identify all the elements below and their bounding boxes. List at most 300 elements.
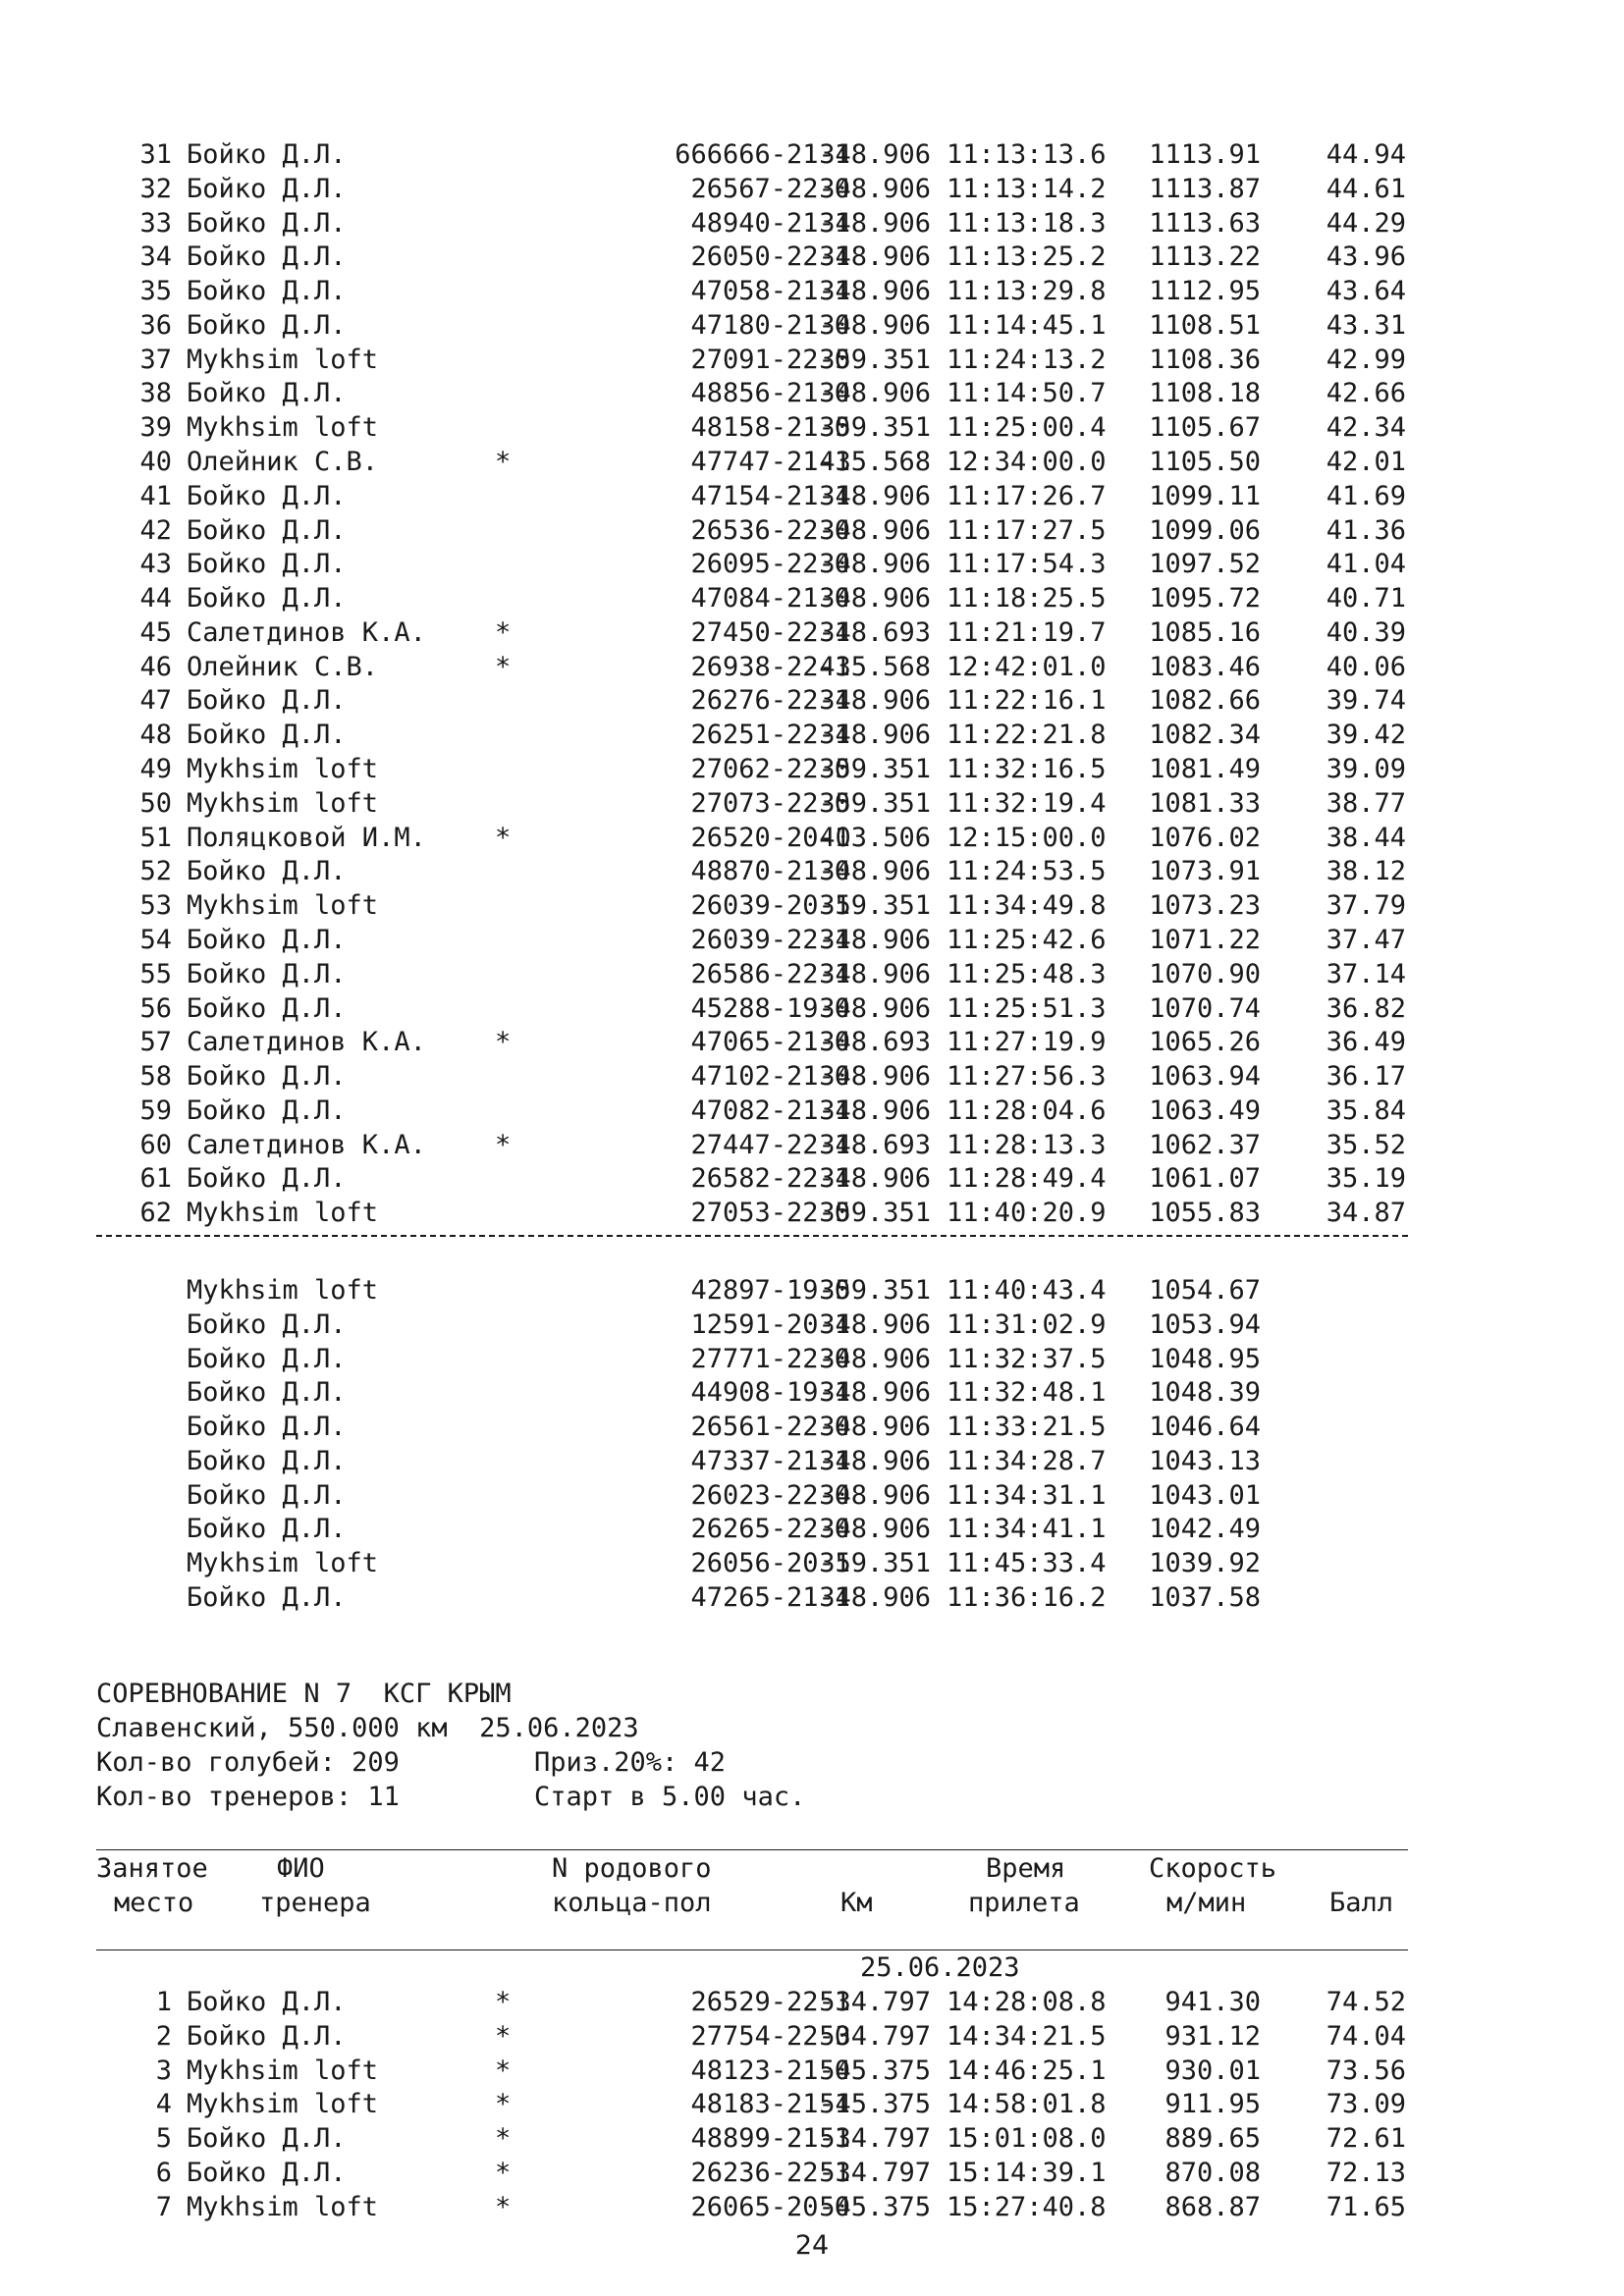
place-cell: 49	[139, 754, 172, 785]
speed-cell: 1046.64	[1149, 1412, 1261, 1443]
speed-cell: 1048.95	[1149, 1343, 1261, 1374]
trainer-cell: Mykhsim loft	[187, 1198, 379, 1229]
km-cell: 348.906	[819, 276, 931, 307]
score-cell: 39.42	[1326, 720, 1406, 751]
ring-cell: 27091-22-0	[690, 344, 850, 375]
speed-cell: 1113.91	[1149, 139, 1261, 170]
ring-cell: 47065-21-0	[690, 1027, 850, 1058]
time-cell: 11:33:21.5	[947, 1412, 1107, 1443]
place-cell: 40	[139, 447, 172, 478]
place-cell: 59	[139, 1095, 172, 1126]
score-cell: 40.71	[1326, 583, 1406, 614]
trainer-cell: Mykhsim loft	[187, 1548, 379, 1579]
km-cell: 348.906	[819, 1095, 931, 1126]
time-cell: 15:01:08.0	[947, 2123, 1107, 2155]
ring-cell: 26276-22-1	[690, 685, 850, 717]
time-cell: 11:13:13.6	[947, 139, 1107, 170]
time-cell: 15:27:40.8	[947, 2191, 1107, 2222]
place-cell: 39	[139, 412, 172, 444]
time-cell: 11:27:56.3	[947, 1061, 1107, 1093]
score-cell: 73.56	[1326, 2055, 1406, 2086]
score-cell: 41.36	[1326, 514, 1406, 546]
trainer-cell: Бойко Д.Л.	[187, 2157, 347, 2188]
km-cell: 348.693	[819, 1027, 931, 1058]
time-cell: 14:58:01.8	[947, 2089, 1107, 2120]
km-cell: 348.906	[819, 685, 931, 717]
trainer-cell: Бойко Д.Л.	[187, 207, 347, 239]
trainer-cell: Бойко Д.Л.	[187, 1582, 347, 1614]
trainer-cell: Mykhsim loft	[187, 890, 379, 922]
place-cell: 57	[139, 1027, 172, 1058]
place-cell: 34	[139, 241, 172, 273]
km-cell: 359.351	[819, 754, 931, 785]
ring-cell: 27073-22-0	[690, 787, 850, 819]
speed-cell: 931.12	[1164, 2020, 1261, 2052]
speed-cell: 1108.18	[1149, 378, 1261, 409]
time-cell: 11:14:50.7	[947, 378, 1107, 409]
time-cell: 11:28:13.3	[947, 1129, 1107, 1160]
trainer-cell: Mykhsim loft	[187, 2191, 379, 2222]
place-cell: 42	[139, 514, 172, 546]
ring-cell: 26582-22-1	[690, 1163, 850, 1195]
place-cell: 53	[139, 890, 172, 922]
score-cell: 36.49	[1326, 1027, 1406, 1058]
place-cell: 2	[155, 2020, 172, 2052]
time-cell: 11:25:42.6	[947, 924, 1107, 955]
competition-location: Славенский, 550.000 км 25.06.2023	[96, 1713, 639, 1743]
speed-cell: 1037.58	[1149, 1582, 1261, 1614]
ring-cell: 48123-21-0	[690, 2055, 850, 2086]
header-fio-1: ФИО	[277, 1853, 325, 1884]
place-cell: 31	[139, 139, 172, 170]
km-cell: 348.906	[819, 139, 931, 170]
speed-cell: 1070.90	[1149, 958, 1261, 989]
place-cell: 52	[139, 856, 172, 887]
place-cell: 51	[139, 822, 172, 853]
ring-cell: 666666-21-1	[675, 139, 850, 170]
speed-cell: 1108.36	[1149, 344, 1261, 375]
trainer-cell: Бойко Д.Л.	[187, 583, 347, 614]
score-cell: 38.44	[1326, 822, 1406, 853]
score-cell: 40.06	[1326, 651, 1406, 682]
trainer-cell: Бойко Д.Л.	[187, 241, 347, 273]
ring-cell: 48158-21-0	[690, 412, 850, 444]
ring-cell: 26095-22-0	[690, 549, 850, 580]
km-cell: 545.375	[819, 2055, 931, 2086]
time-cell: 15:14:39.1	[947, 2157, 1107, 2188]
time-cell: 11:22:16.1	[947, 685, 1107, 717]
trainer-cell: Бойко Д.Л.	[187, 378, 347, 409]
score-cell: 37.14	[1326, 958, 1406, 989]
time-cell: 11:40:43.4	[947, 1275, 1107, 1306]
time-cell: 11:17:26.7	[947, 480, 1107, 511]
header-time-2: прилета	[968, 1888, 1080, 1918]
time-cell: 11:24:13.2	[947, 344, 1107, 375]
ring-cell: 26561-22-0	[690, 1412, 850, 1443]
score-cell: 35.84	[1326, 1095, 1406, 1126]
place-cell: 32	[139, 173, 172, 204]
trainer-cell: Бойко Д.Л.	[187, 514, 347, 546]
trainer-cell: Mykhsim loft	[187, 1275, 379, 1306]
score-cell: 42.99	[1326, 344, 1406, 375]
ring-cell: 47084-21-0	[690, 583, 850, 614]
ring-cell: 48856-21-0	[690, 378, 850, 409]
ring-cell: 26529-22-1	[690, 1987, 850, 2017]
time-cell: 11:32:16.5	[947, 754, 1107, 785]
score-cell: 40.39	[1326, 616, 1406, 648]
km-cell: 348.906	[819, 1308, 931, 1340]
header-km: Км	[840, 1888, 873, 1918]
time-cell: 11:28:04.6	[947, 1095, 1107, 1126]
km-cell: 348.906	[819, 1377, 931, 1409]
km-cell: 348.906	[819, 1061, 931, 1093]
score-cell: 39.74	[1326, 685, 1406, 717]
time-cell: 11:13:25.2	[947, 241, 1107, 273]
km-cell: 403.506	[819, 822, 931, 853]
place-cell: 41	[139, 480, 172, 511]
place-cell: 38	[139, 378, 172, 409]
time-cell: 11:34:31.1	[947, 1479, 1107, 1511]
ring-cell: 26520-20-1	[690, 822, 850, 853]
ring-cell: 26586-22-1	[690, 958, 850, 989]
time-cell: 11:31:02.9	[947, 1308, 1107, 1340]
trainer-cell: Салетдинов К.А.	[187, 1027, 426, 1058]
trainer-cell: Бойко Д.Л.	[187, 549, 347, 580]
time-cell: 11:22:21.8	[947, 720, 1107, 751]
ring-cell: 26023-22-0	[690, 1479, 850, 1511]
speed-cell: 1048.39	[1149, 1377, 1261, 1409]
ring-cell: 26938-22-1	[690, 651, 850, 682]
time-cell: 11:17:27.5	[947, 514, 1107, 546]
speed-cell: 1099.06	[1149, 514, 1261, 546]
km-cell: 359.351	[819, 1275, 931, 1306]
ring-cell: 26065-20-0	[690, 2191, 850, 2222]
time-cell: 11:18:25.5	[947, 583, 1107, 614]
score-cell: 37.79	[1326, 890, 1406, 922]
table-header-top-rule	[96, 1849, 1408, 1850]
score-cell: 43.64	[1326, 276, 1406, 307]
km-cell: 348.906	[819, 1582, 931, 1614]
speed-cell: 889.65	[1164, 2123, 1261, 2155]
speed-cell: 1081.49	[1149, 754, 1261, 785]
score-cell: 36.82	[1326, 992, 1406, 1024]
ring-cell: 47154-21-1	[690, 480, 850, 511]
km-cell: 348.906	[819, 1479, 931, 1511]
time-cell: 11:27:19.9	[947, 1027, 1107, 1058]
score-cell: 44.61	[1326, 173, 1406, 204]
star-mark: *	[495, 616, 512, 648]
place-cell: 37	[139, 344, 172, 375]
place-cell: 54	[139, 924, 172, 955]
speed-cell: 1055.83	[1149, 1198, 1261, 1229]
ring-cell: 48940-21-1	[690, 207, 850, 239]
star-mark: *	[495, 2191, 512, 2222]
time-cell: 11:36:16.2	[947, 1582, 1107, 1614]
ring-cell: 48183-21-1	[690, 2089, 850, 2120]
speed-cell: 1112.95	[1149, 276, 1261, 307]
speed-cell: 1063.94	[1149, 1061, 1261, 1093]
time-cell: 11:45:33.4	[947, 1548, 1107, 1579]
time-cell: 11:32:37.5	[947, 1343, 1107, 1374]
ring-cell: 45288-19-0	[690, 992, 850, 1024]
km-cell: 348.906	[819, 378, 931, 409]
speed-cell: 1082.66	[1149, 685, 1261, 717]
speed-cell: 941.30	[1164, 1987, 1261, 2017]
km-cell: 359.351	[819, 787, 931, 819]
star-mark: *	[495, 822, 512, 853]
score-cell: 41.04	[1326, 549, 1406, 580]
km-cell: 348.906	[819, 241, 931, 273]
time-cell: 11:28:49.4	[947, 1163, 1107, 1195]
speed-cell: 1071.22	[1149, 924, 1261, 955]
km-cell: 348.693	[819, 616, 931, 648]
trainer-cell: Бойко Д.Л.	[187, 1445, 347, 1476]
table-header-bottom-rule	[96, 1949, 1408, 1950]
km-cell: 348.906	[819, 480, 931, 511]
place-cell: 43	[139, 549, 172, 580]
trainer-cell: Mykhsim loft	[187, 2089, 379, 2120]
speed-cell: 1043.01	[1149, 1479, 1261, 1511]
page-number: 24	[794, 2230, 830, 2261]
trainer-cell: Салетдинов К.А.	[187, 616, 426, 648]
speed-cell: 1085.16	[1149, 616, 1261, 648]
time-cell: 11:34:49.8	[947, 890, 1107, 922]
star-mark: *	[495, 1987, 512, 2017]
time-cell: 11:17:54.3	[947, 549, 1107, 580]
trainer-cell: Бойко Д.Л.	[187, 1343, 347, 1374]
score-cell: 74.04	[1326, 2020, 1406, 2052]
km-cell: 348.693	[819, 1129, 931, 1160]
speed-cell: 868.87	[1164, 2191, 1261, 2222]
speed-cell: 1105.67	[1149, 412, 1261, 444]
ring-cell: 44908-19-1	[690, 1377, 850, 1409]
ring-cell: 47747-21-1	[690, 447, 850, 478]
dashed-separator	[96, 1235, 1408, 1249]
start-time: Старт в 5.00 час.	[534, 1782, 806, 1812]
km-cell: 348.906	[819, 1412, 931, 1443]
ring-cell: 47058-21-1	[690, 276, 850, 307]
trainer-cell: Бойко Д.Л.	[187, 276, 347, 307]
time-cell: 11:34:28.7	[947, 1445, 1107, 1476]
speed-cell: 1082.34	[1149, 720, 1261, 751]
header-speed-2: м/мин	[1166, 1888, 1247, 1918]
ring-cell: 27771-22-0	[690, 1343, 850, 1374]
score-cell: 44.94	[1326, 139, 1406, 170]
score-cell: 72.13	[1326, 2157, 1406, 2188]
trainer-cell: Mykhsim loft	[187, 754, 379, 785]
trainer-cell: Mykhsim loft	[187, 412, 379, 444]
km-cell: 348.906	[819, 958, 931, 989]
trainer-cell: Салетдинов К.А.	[187, 1129, 426, 1160]
score-cell: 34.87	[1326, 1198, 1406, 1229]
km-cell: 348.906	[819, 549, 931, 580]
trainer-cell: Бойко Д.Л.	[187, 2123, 347, 2155]
score-cell: 74.52	[1326, 1987, 1406, 2017]
place-cell: 45	[139, 616, 172, 648]
place-cell: 48	[139, 720, 172, 751]
star-mark: *	[495, 2157, 512, 2188]
km-cell: 359.351	[819, 344, 931, 375]
star-mark: *	[495, 2123, 512, 2155]
place-cell: 5	[155, 2123, 172, 2155]
pigeon-count: Кол-во голубей: 209	[96, 1747, 400, 1778]
trainer-cell: Олейник С.В.	[187, 447, 379, 478]
place-cell: 6	[155, 2157, 172, 2188]
ring-cell: 47337-21-1	[690, 1445, 850, 1476]
trainer-cell: Поляцковой И.М.	[187, 822, 426, 853]
km-cell: 348.906	[819, 1343, 931, 1374]
place-cell: 1	[155, 1987, 172, 2017]
star-mark: *	[495, 447, 512, 478]
trainer-cell: Бойко Д.Л.	[187, 924, 347, 955]
place-cell: 60	[139, 1129, 172, 1160]
km-cell: 348.906	[819, 1163, 931, 1195]
ring-cell: 26236-22-1	[690, 2157, 850, 2188]
score-cell: 38.12	[1326, 856, 1406, 887]
score-cell: 42.34	[1326, 412, 1406, 444]
speed-cell: 1083.46	[1149, 651, 1261, 682]
km-cell: 348.906	[819, 207, 931, 239]
speed-cell: 1097.52	[1149, 549, 1261, 580]
km-cell: 534.797	[819, 2157, 931, 2188]
place-cell: 58	[139, 1061, 172, 1093]
place-cell: 35	[139, 276, 172, 307]
ring-cell: 26567-22-0	[690, 173, 850, 204]
speed-cell: 1095.72	[1149, 583, 1261, 614]
km-cell: 359.351	[819, 890, 931, 922]
km-cell: 435.568	[819, 651, 931, 682]
time-cell: 11:24:53.5	[947, 856, 1107, 887]
trainer-cell: Бойко Д.Л.	[187, 958, 347, 989]
ring-cell: 12591-20-1	[690, 1308, 850, 1340]
place-cell: 36	[139, 309, 172, 341]
time-cell: 11:34:41.1	[947, 1514, 1107, 1545]
star-mark: *	[495, 2055, 512, 2086]
place-cell: 3	[155, 2055, 172, 2086]
ring-cell: 47102-21-0	[690, 1061, 850, 1093]
trainer-cell: Бойко Д.Л.	[187, 1061, 347, 1093]
ring-cell: 47082-21-1	[690, 1095, 850, 1126]
place-cell: 4	[155, 2089, 172, 2120]
trainer-cell: Бойко Д.Л.	[187, 1412, 347, 1443]
km-cell: 348.906	[819, 514, 931, 546]
ring-cell: 27062-22-0	[690, 754, 850, 785]
speed-cell: 1073.91	[1149, 856, 1261, 887]
score-cell: 42.66	[1326, 378, 1406, 409]
score-cell: 35.19	[1326, 1163, 1406, 1195]
score-cell: 44.29	[1326, 207, 1406, 239]
time-cell: 11:13:14.2	[947, 173, 1107, 204]
score-cell: 35.52	[1326, 1129, 1406, 1160]
time-cell: 11:13:29.8	[947, 276, 1107, 307]
time-cell: 11:32:48.1	[947, 1377, 1107, 1409]
score-cell: 43.31	[1326, 309, 1406, 341]
km-cell: 545.375	[819, 2191, 931, 2222]
ring-cell: 27754-22-0	[690, 2020, 850, 2052]
speed-cell: 930.01	[1164, 2055, 1261, 2086]
place-cell: 33	[139, 207, 172, 239]
trainer-cell: Бойко Д.Л.	[187, 139, 347, 170]
star-mark: *	[495, 1027, 512, 1058]
km-cell: 359.351	[819, 1198, 931, 1229]
place-cell: 56	[139, 992, 172, 1024]
trainer-cell: Mykhsim loft	[187, 787, 379, 819]
time-cell: 11:32:19.4	[947, 787, 1107, 819]
trainer-cell: Бойко Д.Л.	[187, 1479, 347, 1511]
time-cell: 11:21:19.7	[947, 616, 1107, 648]
km-cell: 534.797	[819, 2020, 931, 2052]
speed-cell: 1061.07	[1149, 1163, 1261, 1195]
time-cell: 11:25:00.4	[947, 412, 1107, 444]
place-cell: 47	[139, 685, 172, 717]
trainer-cell: Олейник С.В.	[187, 651, 379, 682]
score-cell: 39.09	[1326, 754, 1406, 785]
trainer-cell: Бойко Д.Л.	[187, 720, 347, 751]
time-cell: 12:15:00.0	[947, 822, 1107, 853]
km-cell: 348.906	[819, 992, 931, 1024]
ring-cell: 26265-22-0	[690, 1514, 850, 1545]
date-row: 25.06.2023	[860, 1952, 1020, 1983]
km-cell: 348.906	[819, 1445, 931, 1476]
place-cell: 55	[139, 958, 172, 989]
star-mark: *	[495, 2089, 512, 2120]
ring-cell: 47265-21-1	[690, 1582, 850, 1614]
header-ring-2: кольца-пол	[552, 1888, 712, 1918]
star-mark: *	[495, 1129, 512, 1160]
place-cell: 46	[139, 651, 172, 682]
trainer-cell: Бойко Д.Л.	[187, 1163, 347, 1195]
time-cell: 12:42:01.0	[947, 651, 1107, 682]
trainer-cell: Бойко Д.Л.	[187, 992, 347, 1024]
ring-cell: 42897-19-0	[690, 1275, 850, 1306]
speed-cell: 870.08	[1164, 2157, 1261, 2188]
header-place-2: место	[114, 1888, 194, 1918]
trainer-cell: Бойко Д.Л.	[187, 480, 347, 511]
star-mark: *	[495, 2020, 512, 2052]
trainer-cell: Бойко Д.Л.	[187, 856, 347, 887]
trainer-cell: Бойко Д.Л.	[187, 173, 347, 204]
score-cell: 43.96	[1326, 241, 1406, 273]
speed-cell: 1063.49	[1149, 1095, 1261, 1126]
speed-cell: 1065.26	[1149, 1027, 1261, 1058]
speed-cell: 911.95	[1164, 2089, 1261, 2120]
km-cell: 348.906	[819, 173, 931, 204]
time-cell: 14:34:21.5	[947, 2020, 1107, 2052]
ring-cell: 26251-22-1	[690, 720, 850, 751]
score-cell: 73.09	[1326, 2089, 1406, 2120]
km-cell: 348.906	[819, 924, 931, 955]
ring-cell: 26039-20-1	[690, 890, 850, 922]
trainer-cell: Бойко Д.Л.	[187, 1308, 347, 1340]
star-mark: *	[495, 651, 512, 682]
time-cell: 11:40:20.9	[947, 1198, 1107, 1229]
score-cell: 38.77	[1326, 787, 1406, 819]
km-cell: 348.906	[819, 583, 931, 614]
km-cell: 348.906	[819, 309, 931, 341]
ring-cell: 26039-22-1	[690, 924, 850, 955]
trainer-cell: Бойко Д.Л.	[187, 1377, 347, 1409]
km-cell: 359.351	[819, 1548, 931, 1579]
score-cell: 71.65	[1326, 2191, 1406, 2222]
place-cell: 7	[155, 2191, 172, 2222]
ring-cell: 27450-22-1	[690, 616, 850, 648]
score-cell: 37.47	[1326, 924, 1406, 955]
trainer-cell: Mykhsim loft	[187, 344, 379, 375]
speed-cell: 1099.11	[1149, 480, 1261, 511]
speed-cell: 1108.51	[1149, 309, 1261, 341]
score-cell: 72.61	[1326, 2123, 1406, 2155]
speed-cell: 1053.94	[1149, 1308, 1261, 1340]
